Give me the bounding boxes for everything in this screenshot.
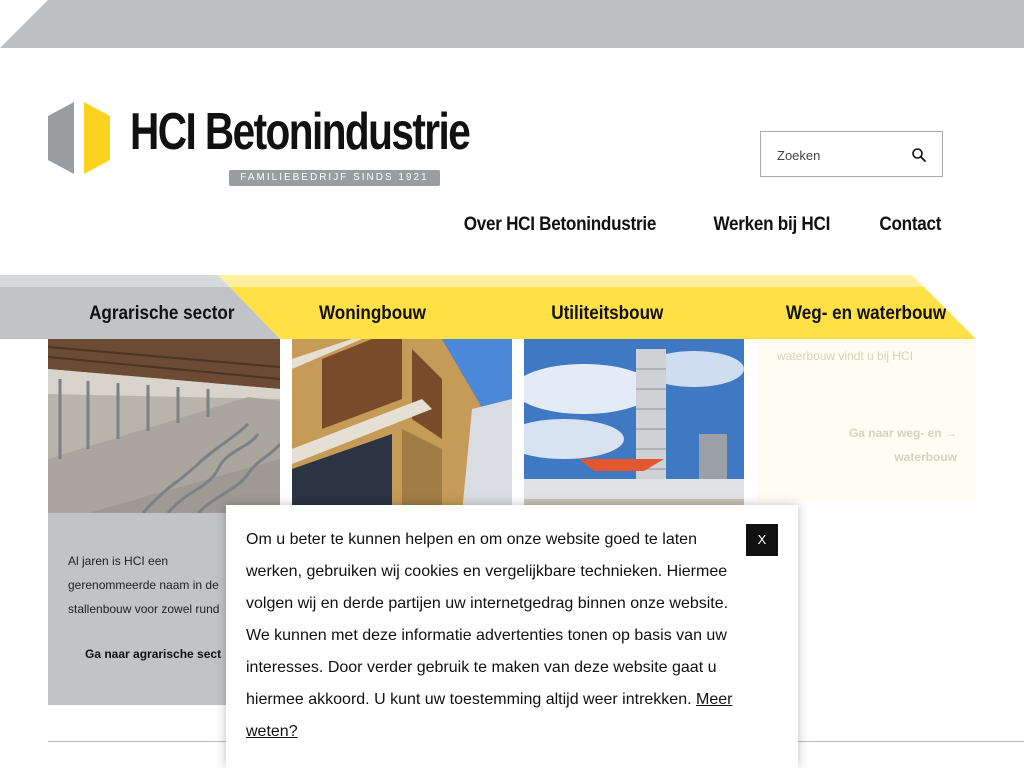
- tower-building-image: [524, 339, 744, 513]
- tab-agrarische-sector[interactable]: Agrarische sector: [89, 303, 235, 324]
- top-bar: [0, 0, 1024, 48]
- top-bar-notch: [0, 0, 48, 48]
- arrow-right-icon: →: [945, 426, 957, 440]
- category-bar: [0, 275, 1024, 339]
- agrarische-line-1: Al jaren is HCI een: [68, 554, 169, 568]
- cookie-close-button[interactable]: X: [746, 524, 778, 556]
- woningbouw-image[interactable]: [292, 339, 512, 513]
- weg-en-waterbouw-link-line1: Ga naar weg- en: [848, 426, 942, 440]
- cookie-banner: [226, 505, 798, 768]
- weg-en-waterbouw-card: [757, 339, 976, 501]
- cookie-body: Om u beter te kunnen helpen en om onze website goed te laten werken, gebruiken wij cookies en vergelijkbare technieken. Hiermee volgen wij en derde partijen uw internetgedrag binnen onze website. We kunnen met deze informatie advertenties tonen op basis van uw interesses. Door verder gebruik te maken van deze website gaat u hiermee akkoord. U kunt uw toestemming altijd weer intrekken.: [246, 531, 729, 708]
- weg-en-waterbouw-text: waterbouw vindt u bij HCI: [777, 349, 914, 363]
- logo-tagline: FAMILIEBEDRIJF SINDS 1921: [229, 170, 440, 186]
- logo-hexagon-icon: [48, 102, 118, 174]
- weg-en-waterbouw-link[interactable]: [837, 421, 957, 469]
- agrarische-link[interactable]: Ga naar agrarische sect: [85, 647, 222, 661]
- main-nav: [453, 214, 945, 236]
- tab-weg-en-waterbouw[interactable]: Weg- en waterbouw: [785, 303, 947, 324]
- barn-stall-image: [48, 339, 280, 513]
- search-box: [760, 131, 943, 177]
- agrarische-image[interactable]: [48, 339, 280, 513]
- cookie-more-link[interactable]: Meer weten?: [246, 691, 733, 740]
- utiliteitsbouw-image[interactable]: [524, 339, 744, 513]
- agrarische-line-3: stallenbouw voor zowel rund: [68, 602, 220, 616]
- weg-en-waterbouw-link-line2: waterbouw: [894, 450, 957, 464]
- tab-utiliteitsbouw[interactable]: Utiliteitsbouw: [551, 303, 664, 324]
- logo[interactable]: [48, 100, 470, 190]
- nav-werken-bij-hci[interactable]: Werken bij HCI: [713, 214, 830, 235]
- search-input[interactable]: [775, 142, 899, 168]
- logo-wordmark: HCI Betonindustrie: [130, 103, 470, 161]
- tab-woningbouw[interactable]: Woningbouw: [318, 303, 426, 324]
- cookie-message: [246, 524, 736, 748]
- nav-contact[interactable]: Contact: [879, 214, 942, 235]
- nav-over-hci[interactable]: Over HCI Betonindustrie: [463, 214, 657, 235]
- agrarische-line-2: gerenommeerde naam in de: [68, 578, 219, 592]
- brick-building-image: [292, 339, 512, 513]
- search-icon[interactable]: [911, 147, 927, 163]
